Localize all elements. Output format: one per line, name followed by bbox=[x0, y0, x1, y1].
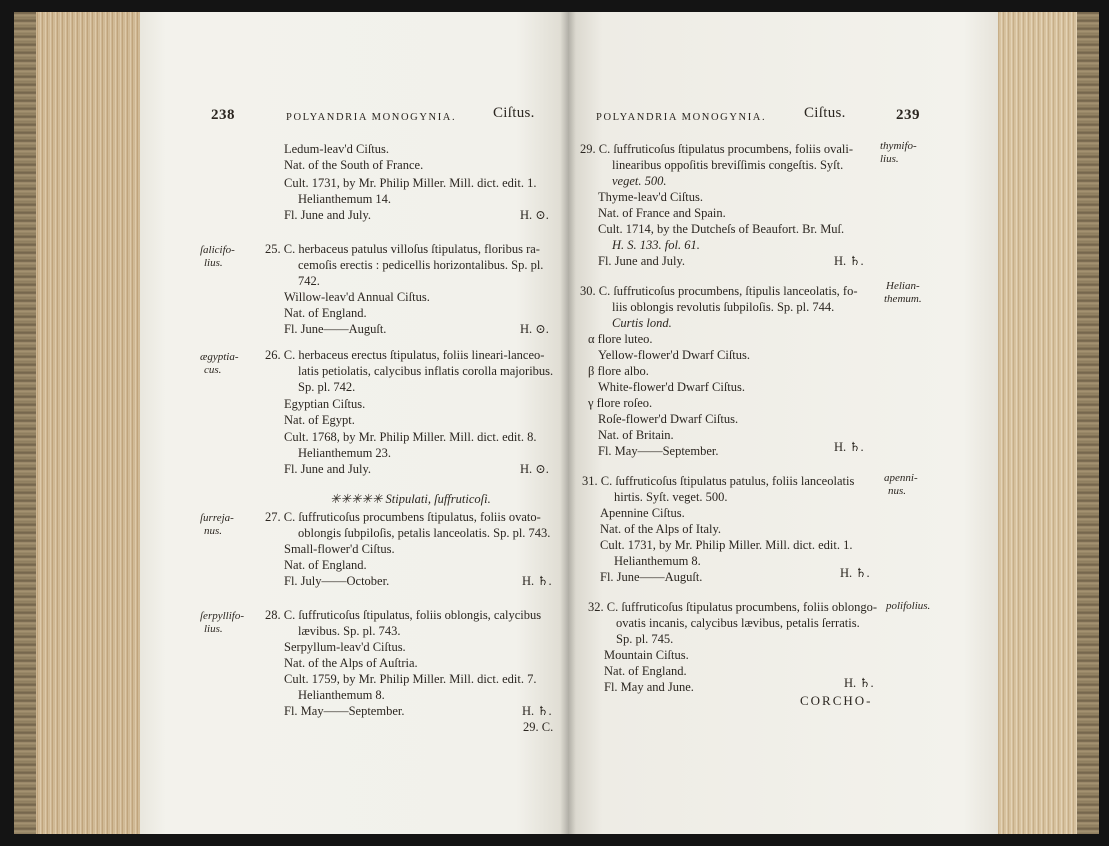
species-entry-28: 28. C. ſuffruticoſus ſtipulatus, foliis oblongis, calycibus bbox=[265, 608, 542, 622]
species-entry-25: 25. C. herbaceus patulus villoſus ſtipulatus, floribus ra- bbox=[265, 242, 540, 256]
text-line: Cult. 1768, by Mr. Philip Miller. Mill. dict. edit. 8. bbox=[284, 430, 537, 444]
right-page bbox=[568, 12, 998, 834]
text-line: Fl. June and July. bbox=[284, 462, 372, 476]
text-line: Nat. of Britain. bbox=[598, 428, 674, 442]
text-line: Ledum-leav'd Ciſtus. bbox=[284, 142, 390, 156]
species-entry-29: 29. C. ſuffruticoſus ſtipulatus procumbens, foliis ovali- bbox=[580, 142, 854, 156]
text-line: Fl. June and July. bbox=[598, 254, 686, 268]
text-line: Fl. June and July. bbox=[284, 208, 372, 222]
left-page bbox=[140, 12, 568, 834]
margin-note: polifolius. bbox=[886, 600, 931, 612]
species-entry-26: 26. C. herbaceus erectus ſtipulatus, foliis lineari-lanceo- bbox=[265, 348, 545, 362]
hardiness-mark: H. ♄. bbox=[522, 704, 552, 718]
text-line: Nat. of the South of France. bbox=[284, 158, 424, 172]
text-line: Fl. June——Auguſt. bbox=[284, 322, 387, 336]
text-line: Cult. 1731, by Mr. Philip Miller. Mill. dict. edit. 1. bbox=[600, 538, 853, 552]
right-page-edges bbox=[995, 12, 1099, 834]
page-number: 238 bbox=[211, 107, 235, 123]
text-line: hirtis. Syſt. veget. 500. bbox=[614, 490, 728, 504]
margin-note: thymifo- bbox=[880, 140, 917, 152]
hardiness-mark: H. ⊙. bbox=[520, 208, 549, 222]
margin-note: apenni- bbox=[884, 472, 918, 484]
text-line: liis oblongis revolutis ſubpiloſis. Sp. pl. 744. bbox=[612, 300, 835, 314]
text-line: Nat. of the Alps of Auſtria. bbox=[284, 656, 418, 670]
text-line: Fl. May and June. bbox=[604, 680, 694, 694]
text-line: Thyme-leav'd Ciſtus. bbox=[598, 190, 704, 204]
text-line: lævibus. Sp. pl. 743. bbox=[298, 624, 401, 638]
running-header-genus: Ciſtus. bbox=[804, 105, 846, 121]
page-number: 239 bbox=[896, 107, 920, 123]
text-line: 742. bbox=[298, 274, 320, 288]
text-line: Mountain Ciſtus. bbox=[604, 648, 689, 662]
text-line: Helianthemum 14. bbox=[298, 192, 392, 206]
text-line: Sp. pl. 742. bbox=[298, 380, 356, 394]
text-line: Yellow-flower'd Dwarf Ciſtus. bbox=[598, 348, 751, 362]
text-line: Helianthemum 8. bbox=[614, 554, 701, 568]
text-line: Cult. 1714, by the Dutcheſs of Beaufort. Br. Muſ. bbox=[598, 222, 845, 236]
variety-beta: β flore albo. bbox=[588, 364, 649, 378]
margin-note: ſalicifo- bbox=[200, 244, 235, 256]
catchword: 29. C. bbox=[523, 720, 554, 734]
text-line: Nat. of England. bbox=[284, 306, 367, 320]
text-line: Willow-leav'd Annual Ciſtus. bbox=[284, 290, 430, 304]
species-entry-27: 27. C. ſuffruticoſus procumbens ſtipulatus, foliis ovato- bbox=[265, 510, 541, 524]
running-header: POLYANDRIA MONOGYNIA. bbox=[596, 112, 767, 123]
text-line: Curtis lond. bbox=[612, 316, 672, 330]
text-line: Helianthemum 8. bbox=[298, 688, 385, 702]
margin-note: ſerpyllifo- bbox=[200, 610, 244, 622]
margin-note: lius. bbox=[880, 153, 899, 165]
text-line: latis petiolatis, calycibus inflatis corolla majoribus. bbox=[298, 364, 554, 378]
text-line: Nat. of England. bbox=[284, 558, 367, 572]
species-entry-31: 31. C. ſuffruticoſus ſtipulatus patulus, foliis lanceolatis bbox=[582, 474, 855, 488]
margin-note: lius. bbox=[204, 257, 223, 269]
margin-note: nus. bbox=[204, 525, 223, 537]
text-line: Helianthemum 23. bbox=[298, 446, 392, 460]
catchword: CORCHO- bbox=[800, 693, 873, 708]
text-line: Fl. May——September. bbox=[284, 704, 405, 718]
section-heading: ✳✳✳✳✳ Stipulati, ſuffruticoſi. bbox=[330, 492, 491, 506]
text-line: Apennine Ciſtus. bbox=[600, 506, 685, 520]
hardiness-mark: H. ♄. bbox=[522, 574, 552, 588]
text-line: Sp. pl. 745. bbox=[616, 632, 674, 646]
hardiness-mark: H. ⊙. bbox=[520, 322, 549, 336]
margin-note: lius. bbox=[204, 623, 223, 635]
hardiness-mark: H. ♄. bbox=[834, 254, 864, 268]
species-entry-32: 32. C. ſuffruticoſus ſtipulatus procumbens, foliis oblongo- bbox=[588, 600, 877, 614]
text-line: veget. 500. bbox=[612, 174, 667, 188]
hardiness-mark: H. ⊙. bbox=[520, 462, 549, 476]
text-line: cemoſis erectis : pedicellis horizontalibus. Sp. pl. bbox=[298, 258, 544, 272]
text-line: Fl. May——September. bbox=[598, 444, 719, 458]
hardiness-mark: H. ♄. bbox=[840, 566, 870, 580]
margin-note: ſurreja- bbox=[200, 512, 234, 524]
text-line: Egyptian Ciſtus. bbox=[284, 397, 366, 411]
variety-gamma: γ flore roſeo. bbox=[588, 396, 653, 410]
margin-note: Helian- bbox=[886, 280, 920, 292]
text-line: Serpyllum-leav'd Ciſtus. bbox=[284, 640, 406, 654]
left-page-edges bbox=[14, 12, 142, 834]
text-line: linearibus oppoſitis breviſſimis congeſtis. Syſt. bbox=[612, 158, 844, 172]
margin-note: ægyptia- bbox=[200, 351, 239, 363]
text-line: White-flower'd Dwarf Ciſtus. bbox=[598, 380, 746, 394]
hardiness-mark: H. ♄. bbox=[844, 676, 874, 690]
book-gutter bbox=[560, 12, 576, 834]
text-line: ovatis incanis, calycibus lævibus, petalis ſerratis. bbox=[616, 616, 860, 630]
text-line: Nat. of England. bbox=[604, 664, 687, 678]
running-header: POLYANDRIA MONOGYNIA. bbox=[286, 112, 457, 123]
margin-note: nus. bbox=[888, 485, 907, 497]
running-header-genus: Ciſtus. bbox=[493, 105, 535, 121]
hardiness-mark: H. ♄. bbox=[834, 440, 864, 454]
text-line: Fl. June——Auguſt. bbox=[600, 570, 703, 584]
text-line: H. S. 133. fol. 61. bbox=[612, 238, 700, 252]
text-line: Nat. of France and Spain. bbox=[598, 206, 726, 220]
text-line: Small-flower'd Ciſtus. bbox=[284, 542, 395, 556]
text-line: Roſe-flower'd Dwarf Ciſtus. bbox=[598, 412, 739, 426]
text-line: Fl. July——October. bbox=[284, 574, 390, 588]
margin-note: cus. bbox=[204, 364, 222, 376]
text-line: Nat. of Egypt. bbox=[284, 413, 355, 427]
species-entry-30: 30. C. ſuffruticoſus procumbens, ſtipulis lanceolatis, fo- bbox=[580, 284, 858, 298]
variety-alpha: α flore luteo. bbox=[588, 332, 653, 346]
margin-note: themum. bbox=[884, 293, 922, 305]
text-line: oblongis ſubpiloſis, petalis lanceolatis. Sp. pl. 743. bbox=[298, 526, 551, 540]
text-line: Cult. 1759, by Mr. Philip Miller. Mill. dict. edit. 7. bbox=[284, 672, 537, 686]
text-line: Nat. of the Alps of Italy. bbox=[600, 522, 722, 536]
text-line: Cult. 1731, by Mr. Philip Miller. Mill. dict. edit. 1. bbox=[284, 176, 537, 190]
